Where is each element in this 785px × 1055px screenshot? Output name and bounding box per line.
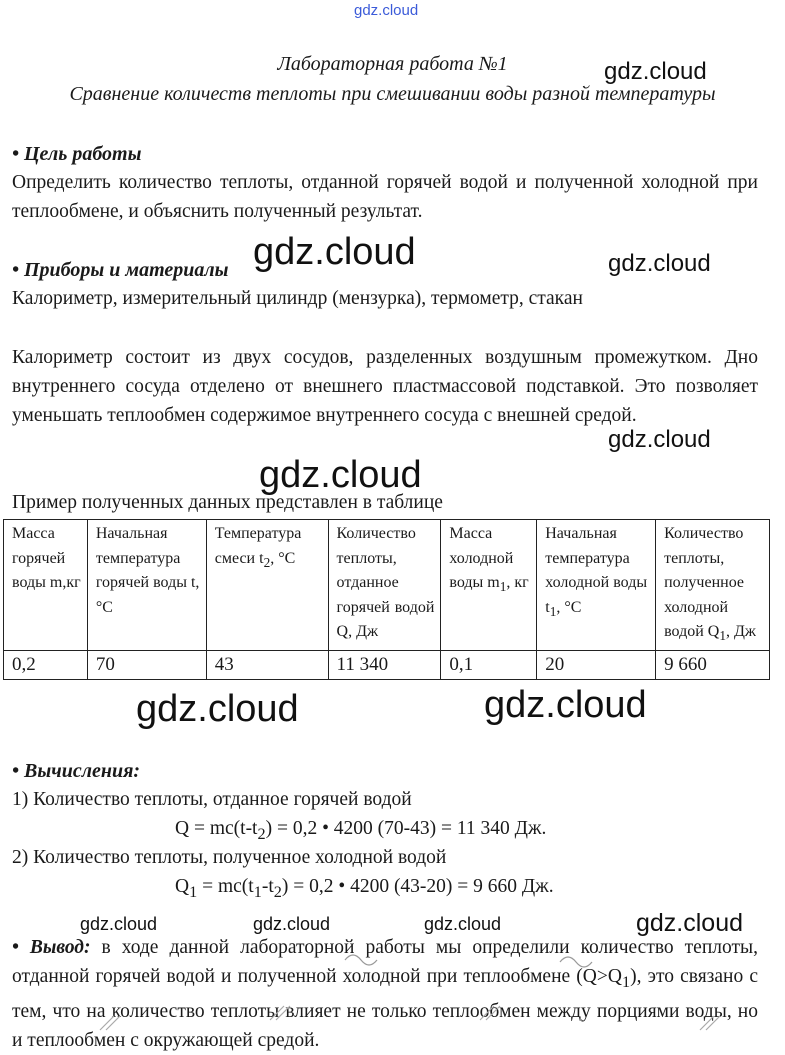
- watermark: gdz.cloud: [80, 914, 158, 934]
- calc-item-2: 2) Количество теплоты, полученное холодной водой: [12, 847, 447, 868]
- goal-text: Определить количество теплоты, отданной горячей водой и полученной холодной при теплообмене, и объяснить полученный результат.: [12, 172, 758, 222]
- header-cold-mass: Масса холодной воды $m_1$, кг: [441, 520, 537, 651]
- calorimeter-description: Калориметр состоит из двух сосудов, разделенных воздушным промежутком. Дно внутреннего сосуда отделено от внешнего пластмассовой подставкой. Это позволяет уменьшать теплообмен содержимое внутреннего сосуда с внешней средой.: [12, 347, 758, 426]
- value-heat-given: 11 340: [328, 650, 441, 679]
- watermark-top-link[interactable]: gdz.cloud: [354, 2, 419, 19]
- calc-item-1: 1) Количество теплоты, отданное горячей водой: [12, 789, 412, 810]
- watermark: gdz.cloud: [608, 426, 711, 453]
- watermark: gdz.cloud: [136, 688, 299, 730]
- value-mix-temp: 43: [206, 650, 328, 679]
- header-cold-initial-temp: Начальная температура холодной воды $t_1$, °C: [537, 520, 656, 651]
- watermark: gdz.cloud: [259, 454, 422, 496]
- conclusion-label: • Вывод:: [12, 937, 91, 958]
- watermark: gdz.cloud: [253, 914, 331, 934]
- goal-heading: • Цель работы: [12, 143, 142, 165]
- watermark: gdz.cloud: [484, 684, 647, 726]
- table-intro: Пример полученных данных представлен в таблице: [12, 492, 443, 513]
- conclusion-text: • Вывод: в ходе данной лабораторной работы мы определили количество теплоты, отданной горячей водой и полученной холодной при теплообмене $(Q>Q_1)$, это связано с тем, что на количество теплоты влияет не только теплообмен между порциями воды, но и теплообмен с окружающей средой.: [12, 937, 758, 1051]
- lab-subtitle: Сравнение количеств теплоты при смешивании воды разной температуры: [69, 83, 716, 105]
- value-cold-mass: 0,1: [441, 650, 537, 679]
- calc-formula-1: $Q = mc(t-t_2) = 0,2$ • 4200 (70-43) = 11 340 Дж.: [175, 818, 547, 843]
- watermark: gdz.cloud: [424, 914, 502, 934]
- value-heat-received: 9 660: [656, 650, 770, 679]
- watermark: gdz.cloud: [253, 231, 416, 273]
- value-hot-mass: 0,2: [4, 650, 88, 679]
- watermark: gdz.cloud: [608, 250, 711, 277]
- calculations-heading: • Вычисления:: [12, 760, 141, 782]
- lab-title: Лабораторная работа №1: [277, 53, 508, 75]
- equipment-text: Калориметр, измерительный цилиндр (мензурка), термометр, стакан: [12, 288, 583, 309]
- header-hot-mass: Масса горячей воды m,кг: [4, 520, 88, 651]
- value-cold-initial-temp: 20: [537, 650, 656, 679]
- value-hot-initial-temp: 70: [87, 650, 206, 679]
- watermark: gdz.cloud: [604, 58, 707, 85]
- header-hot-initial-temp: Начальная температура горячей воды t, °C: [87, 520, 206, 651]
- header-heat-given: Количество теплоты, отданное горячей водой Q, Дж: [328, 520, 441, 651]
- equipment-heading: • Приборы и материалы: [12, 259, 229, 281]
- calc-formula-2: $Q_1 = mc(t_1-t_2) = 0,2$ • 4200 (43-20) = 9 660 Дж.: [175, 876, 554, 901]
- header-heat-received: Количество теплоты, полученное холодной водой $Q_1$, Дж: [656, 520, 770, 651]
- header-mix-temp: Температура смеси $t_2$, °C: [206, 520, 328, 651]
- watermark: gdz.cloud: [636, 909, 744, 937]
